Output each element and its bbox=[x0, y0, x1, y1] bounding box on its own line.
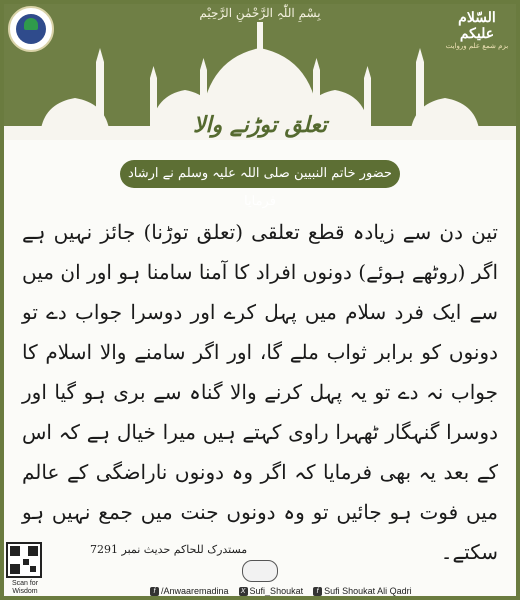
bismillah-text: بِسْمِ اللّٰہِ الرَّحْمٰنِ الرَّحِیْم bbox=[199, 6, 321, 20]
reference-text: مستدرک للحاکم حدیث نمبر 7291 bbox=[90, 543, 248, 556]
scan-label: Scan for Wisdom bbox=[11, 580, 39, 595]
x-icon: X bbox=[239, 587, 248, 596]
facebook-icon: f bbox=[313, 587, 322, 596]
subtitle-bar: حضور خاتم النبیین صلی اللہ علیہ وسلم نے ارشاد فرمایا bbox=[120, 160, 400, 188]
poster-title: تعلق توڑنے والا bbox=[192, 112, 328, 138]
social-x-sufi-shoukat[interactable]: X Sufi_Shoukat bbox=[239, 586, 304, 596]
logo-line2: علیکم bbox=[459, 26, 495, 42]
facebook-icon: f bbox=[150, 587, 159, 596]
hadith-text: تین دن سے زیادہ قطع تعلقی (تعلق توڑنا) جائز نہیں ہے اگر (روٹھے ہوئے) دونوں افراد کا آمنا سامنا ہو اور ان میں سے ایک فرد سلام میں پہل کرے اور دوسرا جواب دے تو دونوں کو برابر ثواب ملے گا، اور اگر سامنے والا اسلام کا جواب نہ دے تو یہ پہل کرنے والا گناہ سے بری ہو گیا اور دوسرا گنہگار ٹھہرا راوی کہتے ہیں میرا خیال ہے کہ اس کے بعد یہ بھی فرمایا کہ اگر وہ دونوں ناراضگی کے عالم میں فوت ہو جائیں تو وہ دونوں جنت میں جمع نہیں ہو سکتے۔ bbox=[22, 220, 498, 564]
social-facebook-anwaaremadina[interactable]: f /Anwaaremadina bbox=[150, 586, 229, 596]
logo-tagline: بزم شمع علم وروایت bbox=[445, 42, 509, 50]
logo-line1: السّلام bbox=[458, 10, 496, 26]
social-facebook-sufi-shoukat-ali-qadri[interactable]: f Sufi Shoukat Ali Qadri bbox=[313, 586, 412, 596]
